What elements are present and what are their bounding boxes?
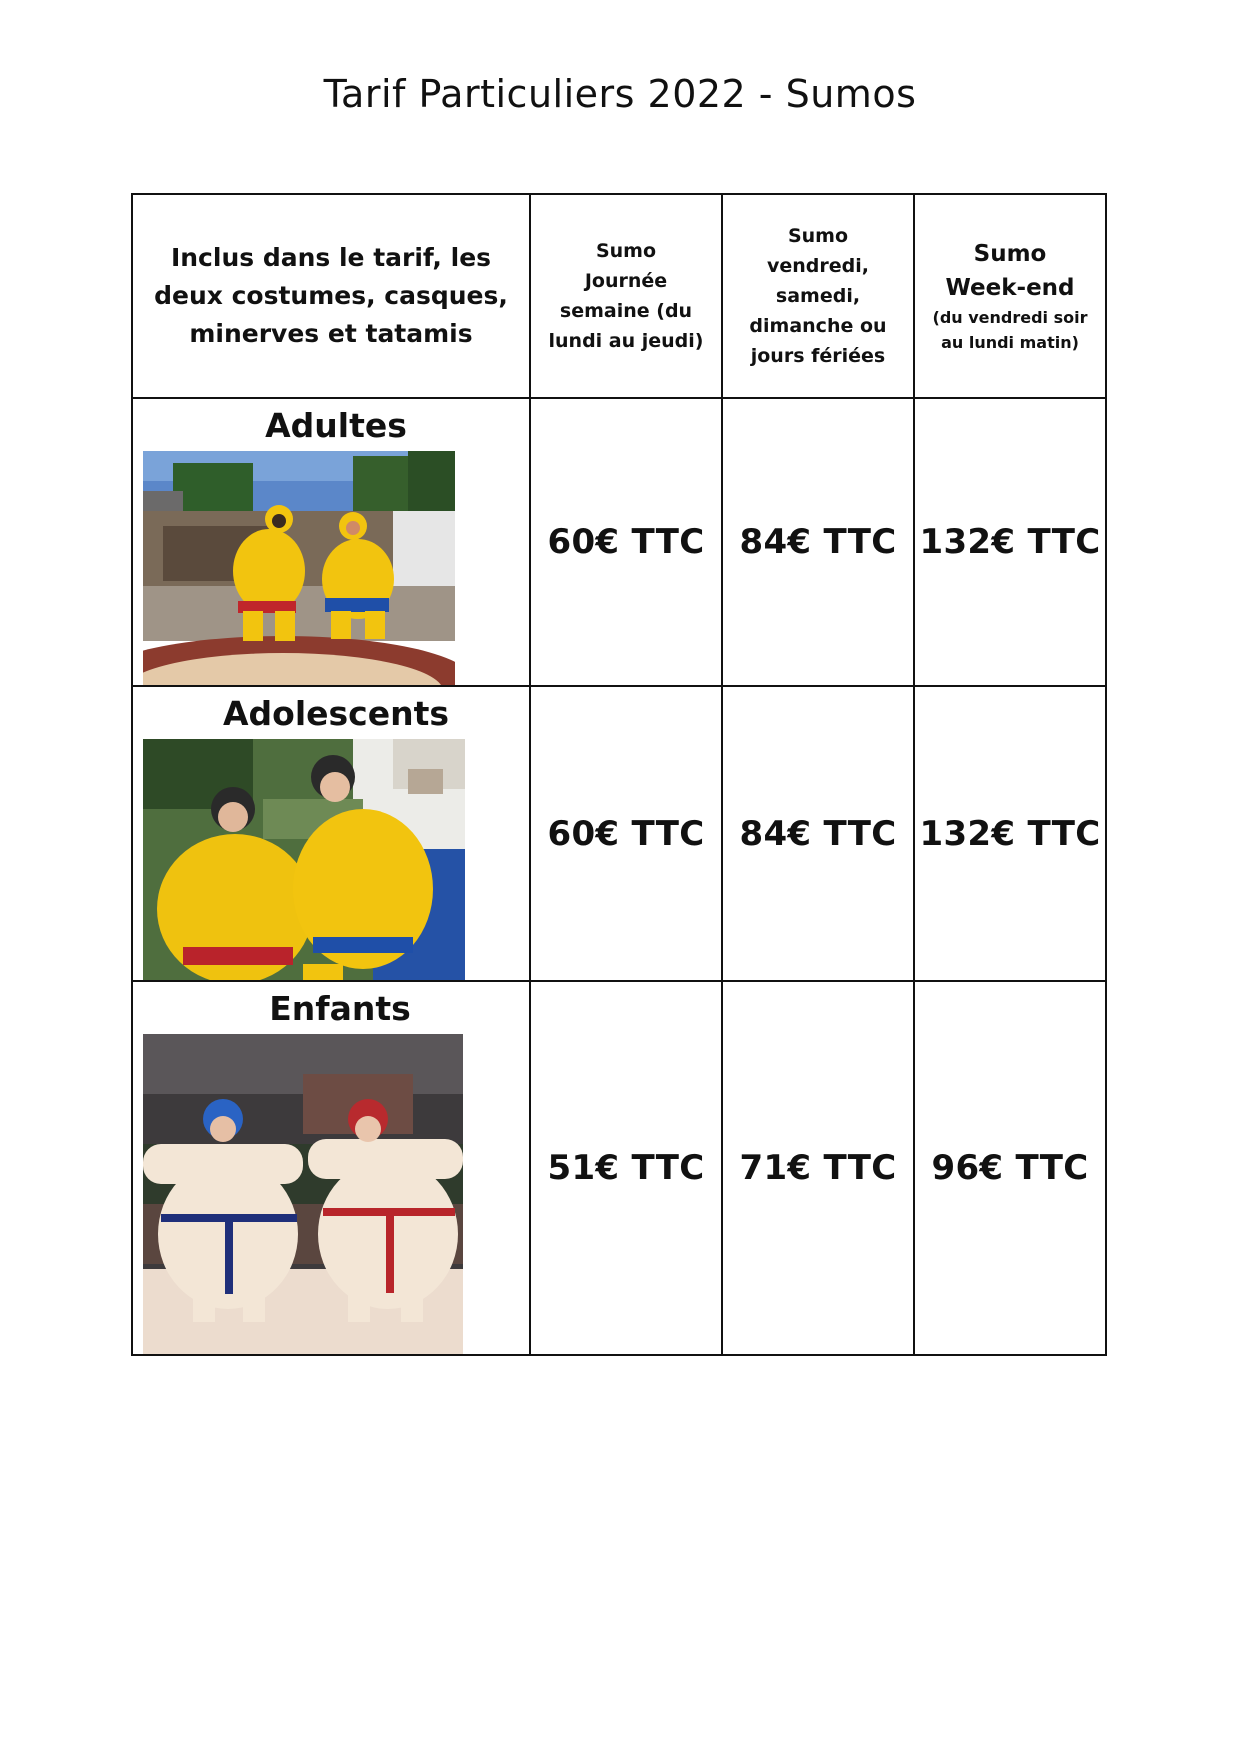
price-vendredi: 84€ TTC <box>739 813 897 854</box>
header-inclus-cell <box>132 194 530 398</box>
table-row-adolescents <box>132 686 1106 981</box>
header-vendredi-cell <box>722 194 914 398</box>
teen-sumo-photo <box>143 739 529 980</box>
price-cell <box>914 686 1106 981</box>
header-inclus-text: Inclus dans le tarif, les deux costumes, casques, minerves et tatamis <box>154 243 508 348</box>
price-semaine: 60€ TTC <box>547 813 705 854</box>
header-weekend-note1: (du vendredi soir <box>932 308 1088 327</box>
header-vendredi-line2: vendredi, <box>767 255 869 277</box>
price-cell <box>530 398 722 686</box>
table-row-adultes <box>132 398 1106 686</box>
header-vendredi-line3: samedi, <box>775 285 861 307</box>
adult-sumo-photo <box>143 451 529 685</box>
price-vendredi: 84€ TTC <box>739 522 897 562</box>
price-cell <box>914 981 1106 1355</box>
header-vendredi-line1: Sumo <box>787 225 849 247</box>
header-semaine-line2: Journée <box>584 270 668 292</box>
page-title: Tarif Particuliers 2022 - Sumos <box>323 72 917 116</box>
table-header-row <box>132 194 1106 398</box>
table-row-enfants <box>132 981 1106 1355</box>
header-weekend-line1: Sumo <box>973 241 1047 267</box>
price-cell <box>722 398 914 686</box>
header-weekend-note2: au lundi matin) <box>941 333 1079 352</box>
price-weekend: 96€ TTC <box>931 1148 1089 1188</box>
price-cell <box>722 981 914 1355</box>
price-weekend: 132€ TTC <box>919 813 1101 854</box>
header-semaine-line3: semaine (du <box>559 300 693 322</box>
header-weekend-line2: Week-end <box>945 275 1075 301</box>
header-vendredi-line4: dimanche ou <box>749 315 887 337</box>
category-cell <box>132 981 530 1355</box>
header-semaine-cell <box>530 194 722 398</box>
header-semaine-line4: lundi au jeudi) <box>548 330 704 352</box>
price-semaine: 51€ TTC <box>547 1148 705 1188</box>
header-vendredi-line5: jours fériées <box>750 345 886 367</box>
header-semaine-line1: Sumo <box>595 240 657 262</box>
kids-sumo-photo <box>143 1034 529 1354</box>
category-label: Adolescents <box>222 694 450 733</box>
category-cell <box>132 686 530 981</box>
price-cell <box>722 686 914 981</box>
category-cell <box>132 398 530 686</box>
price-cell <box>530 981 722 1355</box>
price-vendredi: 71€ TTC <box>739 1148 897 1188</box>
price-cell <box>914 398 1106 686</box>
price-table <box>131 193 1107 1356</box>
price-semaine: 60€ TTC <box>547 522 705 562</box>
category-label: Enfants <box>269 989 411 1028</box>
price-cell <box>530 686 722 981</box>
category-label: Adultes <box>265 406 407 445</box>
price-weekend: 132€ TTC <box>919 522 1101 562</box>
header-weekend-cell <box>914 194 1106 398</box>
